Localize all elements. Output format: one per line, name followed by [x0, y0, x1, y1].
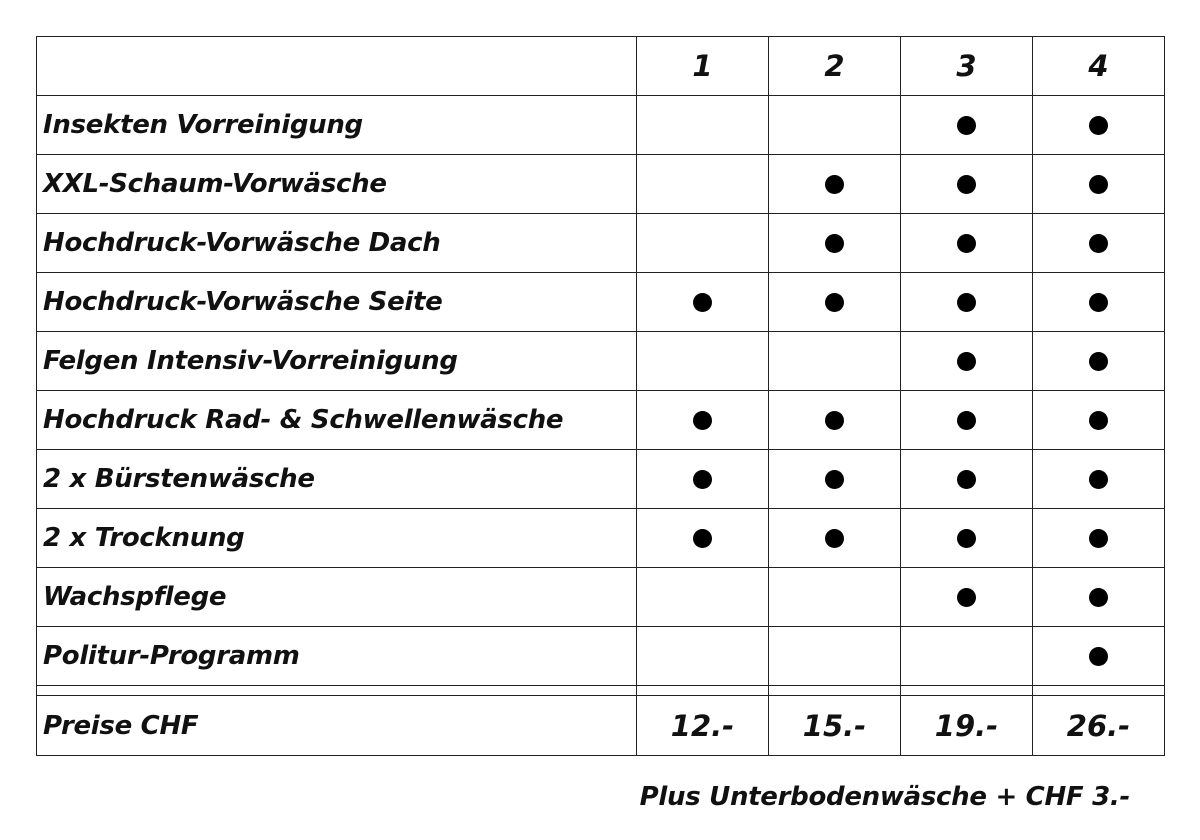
filled-circle-icon: [693, 529, 712, 548]
program-2-cell: [769, 214, 901, 273]
program-2-cell: [769, 450, 901, 509]
program-1-cell: [637, 155, 769, 214]
price-program-2: 15.-: [769, 696, 901, 756]
filled-circle-icon: [957, 175, 976, 194]
filled-circle-icon: [1089, 470, 1108, 489]
program-3-cell: [901, 332, 1033, 391]
filled-circle-icon: [1089, 352, 1108, 371]
program-3-cell: [901, 509, 1033, 568]
program-2-cell: [769, 391, 901, 450]
price-program-3: 19.-: [901, 696, 1033, 756]
program-4-cell: [1033, 450, 1165, 509]
filled-circle-icon: [957, 116, 976, 135]
program-1-cell: [637, 332, 769, 391]
price-row: [37, 696, 1165, 756]
spacer-cell: [769, 686, 901, 696]
program-4-cell: [1033, 391, 1165, 450]
spacer-row: [37, 686, 1165, 696]
price-program-1: 12.-: [637, 696, 769, 756]
program-1-cell: [637, 273, 769, 332]
underbody-wash-note: Plus Unterbodenwäsche + CHF 3.-: [639, 782, 1130, 812]
feature-label: XXL-Schaum-Vorwäsche: [37, 155, 637, 214]
filled-circle-icon: [693, 293, 712, 312]
feature-row: [37, 391, 1165, 450]
filled-circle-icon: [1089, 588, 1108, 607]
program-4-cell: [1033, 214, 1165, 273]
feature-row: [37, 155, 1165, 214]
filled-circle-icon: [957, 588, 976, 607]
feature-label: 2 x Bürstenwäsche: [37, 450, 637, 509]
filled-circle-icon: [825, 175, 844, 194]
program-4-cell: [1033, 273, 1165, 332]
feature-label: Hochdruck Rad- & Schwellenwäsche: [37, 391, 637, 450]
program-1-header: 1: [637, 37, 769, 96]
feature-row: [37, 450, 1165, 509]
price-program-4: 26.-: [1033, 696, 1165, 756]
program-2-cell: [769, 568, 901, 627]
filled-circle-icon: [693, 470, 712, 489]
program-1-cell: [637, 96, 769, 155]
feature-row: [37, 214, 1165, 273]
header-row: [37, 37, 1165, 96]
program-4-header: 4: [1033, 37, 1165, 96]
filled-circle-icon: [825, 529, 844, 548]
program-4-cell: [1033, 332, 1165, 391]
feature-row: [37, 509, 1165, 568]
filled-circle-icon: [825, 293, 844, 312]
program-2-header: 2: [769, 37, 901, 96]
filled-circle-icon: [1089, 411, 1108, 430]
feature-label: 2 x Trocknung: [37, 509, 637, 568]
filled-circle-icon: [957, 411, 976, 430]
program-3-cell: [901, 568, 1033, 627]
feature-label: Hochdruck-Vorwäsche Dach: [37, 214, 637, 273]
program-2-cell: [769, 509, 901, 568]
filled-circle-icon: [1089, 293, 1108, 312]
program-4-cell: [1033, 155, 1165, 214]
program-4-cell: [1033, 509, 1165, 568]
feature-row: [37, 568, 1165, 627]
program-3-cell: [901, 96, 1033, 155]
spacer-cell: [901, 686, 1033, 696]
filled-circle-icon: [825, 470, 844, 489]
header-corner-cell: [37, 37, 637, 96]
program-2-cell: [769, 155, 901, 214]
program-1-cell: [637, 391, 769, 450]
program-3-cell: [901, 391, 1033, 450]
filled-circle-icon: [1089, 116, 1108, 135]
price-row-label: Preise CHF: [37, 696, 637, 756]
program-1-cell: [637, 214, 769, 273]
program-3-header: 3: [901, 37, 1033, 96]
program-3-cell: [901, 627, 1033, 686]
filled-circle-icon: [1089, 175, 1108, 194]
program-2-cell: [769, 627, 901, 686]
wash-program-table: [36, 36, 1165, 756]
filled-circle-icon: [1089, 647, 1108, 666]
feature-row: [37, 96, 1165, 155]
program-1-cell: [637, 509, 769, 568]
feature-row: [37, 627, 1165, 686]
program-3-cell: [901, 214, 1033, 273]
program-1-cell: [637, 627, 769, 686]
feature-row: [37, 332, 1165, 391]
filled-circle-icon: [957, 352, 976, 371]
feature-label: Felgen Intensiv-Vorreinigung: [37, 332, 637, 391]
filled-circle-icon: [957, 529, 976, 548]
filled-circle-icon: [957, 293, 976, 312]
filled-circle-icon: [1089, 234, 1108, 253]
program-3-cell: [901, 273, 1033, 332]
feature-label: Insekten Vorreinigung: [37, 96, 637, 155]
filled-circle-icon: [693, 411, 712, 430]
program-4-cell: [1033, 568, 1165, 627]
program-2-cell: [769, 96, 901, 155]
filled-circle-icon: [825, 234, 844, 253]
filled-circle-icon: [957, 234, 976, 253]
program-2-cell: [769, 273, 901, 332]
feature-rows: [37, 96, 1165, 686]
filled-circle-icon: [825, 411, 844, 430]
program-3-cell: [901, 450, 1033, 509]
program-3-cell: [901, 155, 1033, 214]
feature-label: Politur-Programm: [37, 627, 637, 686]
filled-circle-icon: [957, 470, 976, 489]
program-2-cell: [769, 332, 901, 391]
filled-circle-icon: [1089, 529, 1108, 548]
program-4-cell: [1033, 96, 1165, 155]
feature-label: Wachspflege: [37, 568, 637, 627]
spacer-cell: [637, 686, 769, 696]
program-4-cell: [1033, 627, 1165, 686]
spacer-cell: [37, 686, 637, 696]
feature-label: Hochdruck-Vorwäsche Seite: [37, 273, 637, 332]
program-1-cell: [637, 568, 769, 627]
spacer-cell: [1033, 686, 1165, 696]
program-1-cell: [637, 450, 769, 509]
feature-row: [37, 273, 1165, 332]
